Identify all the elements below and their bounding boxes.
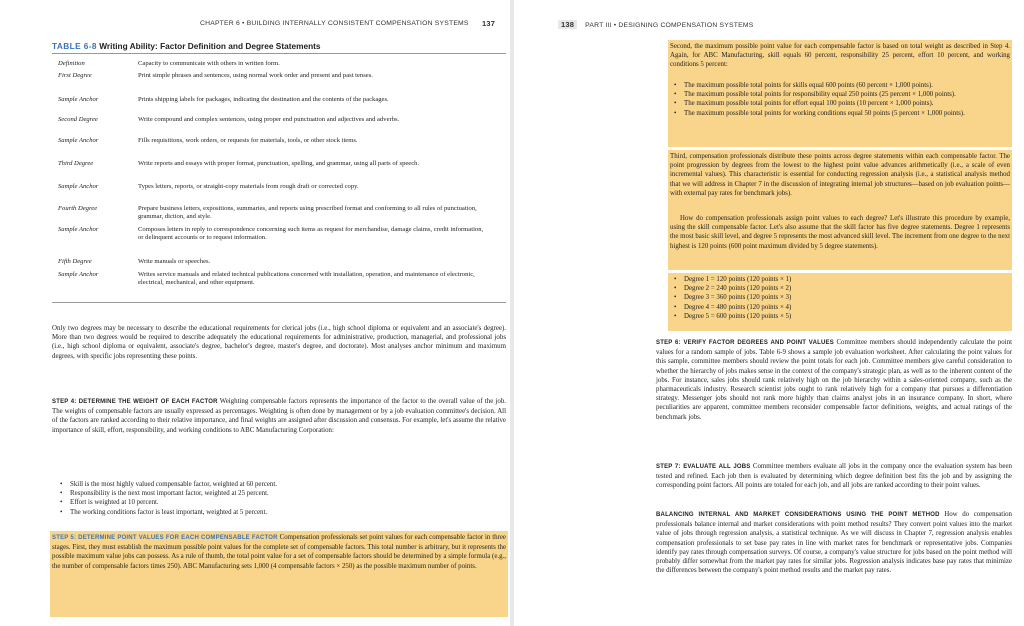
list-item: • Degree 3 = 360 points (120 points × 3) (674, 293, 1004, 302)
list-item: • Responsibility is the next most important factor, weighted at 25 percent. (60, 489, 500, 498)
right-running-header (558, 20, 753, 29)
table-title (52, 41, 321, 51)
list-item: • The working conditions factor is least important, weighted at 5 percent. (60, 508, 500, 517)
step5-heading: STEP 5: DETERMINE POINT VALUES FOR EACH COMPENSABLE FACTOR (52, 535, 278, 541)
step4-text: Weighting compensable factors represents the importance of the factor to the overall value of the job. The weights of compensable factors are usually expressed as percentages. Weighting is often done by management or by a job evaluation committee's decision. All of the factors are ranked according to their relative importance, and final weights are assigned after discussion and consensus. For example, let's assume the relative importance of skill, effort, responsibility, and working conditions to ABC Manufacturing Corporation: (52, 398, 506, 434)
row-label: Sample Anchor (58, 226, 99, 233)
row-label: Fourth Degree (58, 205, 98, 212)
row-label: Sample Anchor (58, 183, 99, 190)
row-label: Third Degree (58, 160, 94, 167)
list-item: • The maximum possible total points for responsibility equal 250 points (25 percent × 1,000 points). (674, 90, 1008, 99)
left-page-number: 137 (482, 19, 496, 28)
row-text: Writes service manuals and related technical publications concerned with installation, operation, and maintenance of electronic, electrical, mechanical, and other equipment. (138, 271, 475, 287)
row-label: Sample Anchor (58, 96, 99, 103)
list-item: • Degree 5 = 600 points (120 points × 5) (674, 312, 1004, 321)
row-text: Composes letters in reply to correspondence concerning such items as request for merchandise, damage claims, credit information, or delinquent accounts or to request information. (138, 226, 484, 242)
right-header-text: PART III • DESIGNING COMPENSATION SYSTEMS (585, 22, 754, 29)
row-label: Sample Anchor (58, 271, 99, 278)
left-paragraph-degrees: Only two degrees may be necessary to describe the educational requirements for clerical jobs (i.e., high school diploma or equivalent and an associate's degree). More than two degrees would be required to describe adequately the educational requirements for administrative, production, managerial, and professional jobs (i.e., high school diploma or equivalent, associate's degree, bachelor's degree, master's degree, and doctorate). Most analyses anchor minimum and maximum degrees, with specific jobs representing these points. (52, 325, 506, 360)
degree-list (674, 275, 1004, 321)
left-page (0, 0, 510, 626)
step7-text: Committee members evaluate all jobs in the company once the evaluation system has been tested and refined. Each job then is evaluated by determining which degree definition best fits the job and by assigning the corresponding point factors. All points are totaled for each job, and all jobs are ranked according to their point values. (656, 463, 1012, 490)
list-item: • Degree 1 = 120 points (120 points × 1) (674, 275, 1004, 284)
list-item: • Degree 4 = 480 points (120 points × 4) (674, 303, 1004, 312)
row-text: Write compound and complex sentences, using proper end punctuation and adjectives and adverbs. (138, 116, 400, 123)
row-text: Prepare business letters, expositions, summaries, and reports using prescribed format and conforming to all rules of punctuation, grammar, diction, and style. (138, 205, 477, 221)
list-item: • Degree 2 = 240 points (120 points × 2) (674, 284, 1004, 293)
table-top-rule (52, 53, 506, 54)
third-paragraph: Third, compensation professionals distribute these points across degree statements within each compensable factor. The point progression by degrees from the lowest to the highest point value advances arithmetically (i.e., a scale of even incremental values). This characteristic is essential for conducting regression analysis (i.e., a statistical analysis method that we will address in Chapter 7 in the discussion of integrating internal job structures—based on job evaluation points—with external pay rates for benchmark jobs). (670, 153, 1010, 197)
step5-paragraph (52, 533, 506, 571)
list-item: • Effort is weighted at 10 percent. (60, 498, 500, 507)
list-item: • Skill is the most highly valued compensable factor, weighted at 60 percent. (60, 480, 500, 489)
row-label: Sample Anchor (58, 137, 99, 144)
left-header-text: CHAPTER 6 • BUILDING INTERNALLY CONSISTENT COMPENSATION SYSTEMS (200, 20, 469, 27)
step6-text: Committee members should independently calculate the point values for a random sample of jobs. Table 6-9 shows a sample job evaluation worksheet. After calculating the point values for this sample, committee members should review the point totals for each job. Committee members give careful consideration to whether the hierarchy of jobs makes sense in the context of the company's strategic plan, as well as to the inherent content of the jobs. For instance, sales jobs should rank relatively high on the job hierarchy within a sales-oriented company, such as the pharmaceuticals industry. Research scientist jobs ought to rank relatively high for a company that pursues a differentiation strategy. Messenger jobs should not rank more highly than claims analyst jobs in an insurance company. In short, where peculiarities are apparent, committee members reconsider compensable factor definitions, weights, and actual ratings of the benchmark jobs. (656, 339, 1012, 421)
row-text: Write reports and essays with proper format, punctuation, spelling, and grammar, using all parts of speech. (138, 160, 420, 167)
how-paragraph: How do compensation professionals assign point values to each degree? Let's illustrate this procedure by example, using the skill compensable factor. Let's also assume that the skill factor has five degree statements. Degree 1 represents the most basic skill level, and degree 5 represents the most advanced skill level. The increment from one degree to the next highest is 120 points (600 point maximum divided by 5 degree statements). (670, 215, 1010, 250)
weights-list (60, 480, 500, 517)
row-label: First Degree (58, 72, 92, 79)
step4-heading: STEP 4: DETERMINE THE WEIGHT OF EACH FACTOR (52, 399, 218, 405)
list-item: • The maximum possible total points for effort equal 100 points (10 percent × 1,000 points). (674, 99, 1008, 108)
second-paragraph: Second, the maximum possible point value for each compensable factor is based on total weight as described in Step 4. Again, for ABC Manufacturing, skill equals 60 percent, responsibility 25 percent, effort 10 percent, and working conditions 5 percent: (670, 43, 1010, 69)
row-text: Prints shipping labels for packages, indicating the destination and the contents of the packages. (138, 96, 389, 103)
table-caption: Writing Ability: Factor Definition and Degree Statements (99, 41, 321, 51)
step6-heading: STEP 6: VERIFY FACTOR DEGREES AND POINT VALUES (656, 340, 834, 346)
max-points-list (674, 81, 1008, 118)
list-item: • The maximum possible total points for skills equal 600 points (60 percent × 1,000 points). (674, 81, 1008, 90)
row-label: Definition (58, 60, 85, 67)
balancing-paragraph (656, 510, 1012, 575)
step7-paragraph (656, 462, 1012, 491)
row-text: Types letters, reports, or straight-copy materials from rough draft or corrected copy. (138, 183, 359, 190)
step4-paragraph (52, 397, 506, 435)
row-label: Fifth Degree (58, 258, 92, 265)
row-text: Capacity to communicate with others in written form. (138, 60, 280, 67)
step7-heading: STEP 7: EVALUATE ALL JOBS (656, 464, 751, 470)
table-number: TABLE 6-8 (52, 41, 97, 51)
step6-paragraph (656, 338, 1012, 422)
right-page (514, 0, 1024, 626)
row-text: Print simple phrases and sentences, using normal work order and present and past tenses. (138, 72, 373, 79)
left-running-header (200, 20, 500, 27)
list-item: • The maximum possible total points for working conditions equal 50 points (5 percent × 1,000 points). (674, 109, 1008, 118)
balancing-text: How do compensation professionals balance internal and market considerations with point method results? They convert point values into the market value of jobs through regression analysis, a statistical technique. As we will discuss in Chapter 7, regression analysis enables compensation professionals to set base pay rates in line with market rates for benchmark or representative jobs. Companies identify pay rates through compensation surveys. Of course, a company's value structure for jobs based on the point method will probably differ somewhat from the market pay rates for similar jobs. Regression analysis indicates base pay rates that minimize the differences between the company's point method results and the market pay rates. (656, 511, 1012, 575)
step5-text: Compensation professionals set point values for each compensable factor in three stages. First, they must establish the maximum possible point values for the complete set of compensable factors. This total number is arbitrary, but it represents the possible maximum value jobs can possess. As a rule of thumb, the total point value for a set of compensable factors should be determined by a simple formula (e.g., the number of compensable factors times 250). ABC Manufacturing sets 1,000 (4 compensable factors × 250) as the possible maximum number of points. (52, 534, 506, 570)
table-bottom-rule (52, 302, 506, 303)
row-label: Second Degree (58, 116, 98, 123)
balancing-heading: BALANCING INTERNAL AND MARKET CONSIDERATIONS USING THE POINT METHOD (656, 512, 940, 518)
row-text: Write manuals or speeches. (138, 258, 211, 265)
right-page-number: 138 (558, 20, 577, 29)
row-text: Fills requisitions, work orders, or requests for materials, tools, or other stock items. (138, 137, 358, 144)
